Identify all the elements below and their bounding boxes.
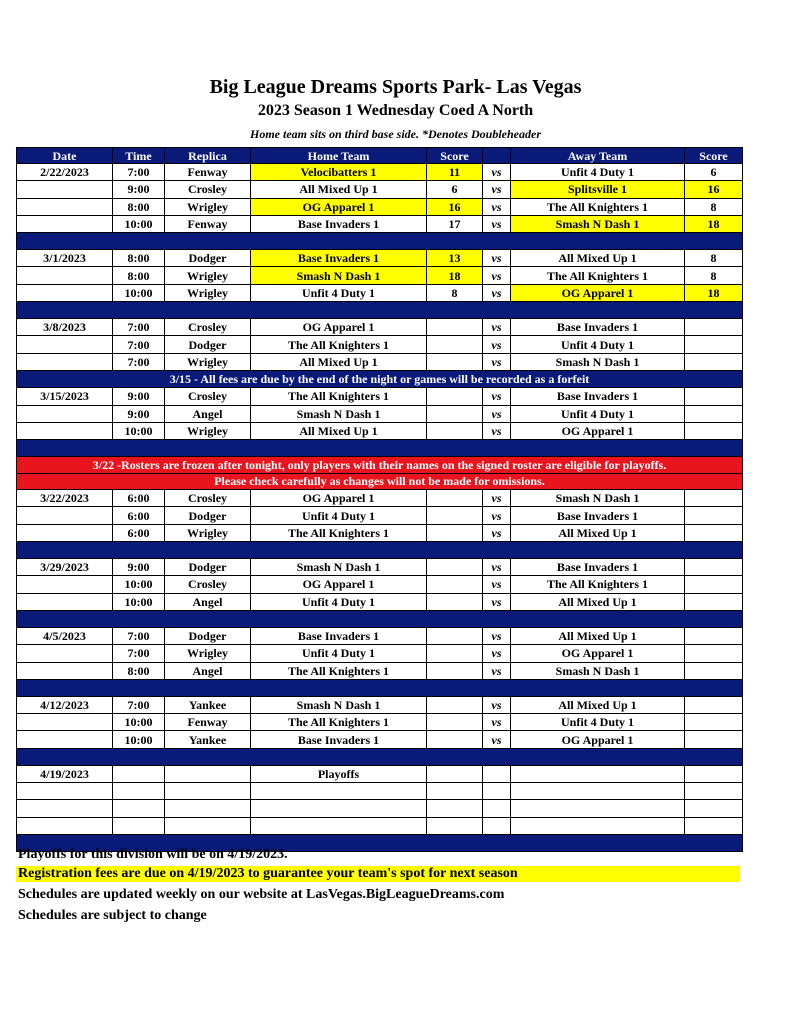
roster-alert-text: Please check carefully as changes will not be made for omissions. [17, 473, 743, 490]
home-score [427, 662, 483, 679]
fees-banner-row [17, 370, 743, 387]
game-field: Dodger [165, 627, 251, 644]
away-team: Unfit 4 Duty 1 [511, 336, 685, 353]
game-date: 4/5/2023 [17, 627, 113, 644]
home-score [427, 507, 483, 524]
game-date [17, 405, 113, 422]
away-team: All Mixed Up 1 [511, 696, 685, 713]
away-score [685, 422, 743, 439]
game-date: 4/12/2023 [17, 696, 113, 713]
game-date [17, 714, 113, 731]
game-row [17, 507, 743, 524]
away-score: 8 [685, 198, 743, 215]
col-away-team: Away Team [511, 148, 685, 164]
schedule-body [17, 164, 743, 852]
game-date: 4/19/2023 [17, 765, 113, 782]
home-team [251, 800, 427, 817]
game-time: 8:00 [113, 662, 165, 679]
away-team: Base Invaders 1 [511, 507, 685, 524]
game-time: 10:00 [113, 422, 165, 439]
game-field: Dodger [165, 336, 251, 353]
game-time: 9:00 [113, 559, 165, 576]
game-row [17, 576, 743, 593]
website-note: Schedules are updated weekly on our website at LasVegas.BigLeagueDreams.com [18, 887, 505, 902]
away-team [511, 765, 685, 782]
home-score: 17 [427, 215, 483, 232]
home-team: OG Apparel 1 [251, 490, 427, 507]
home-score [427, 593, 483, 610]
home-team-note: Home team sits on third base side. *Denotes Doubleheader [250, 127, 541, 141]
game-time: 9:00 [113, 405, 165, 422]
fees-banner-text: 3/15 - All fees are due by the end of the night or games will be recorded as a forfeit [17, 370, 743, 387]
home-score [427, 817, 483, 834]
game-field: Wrigley [165, 284, 251, 301]
separator-cell [17, 440, 743, 457]
game-field: Wrigley [165, 524, 251, 541]
away-score [685, 627, 743, 644]
away-score [685, 593, 743, 610]
away-team: Base Invaders 1 [511, 388, 685, 405]
game-row [17, 164, 743, 181]
game-date [17, 284, 113, 301]
away-team: Base Invaders 1 [511, 559, 685, 576]
vs-label: vs [483, 714, 511, 731]
game-date [17, 593, 113, 610]
col-home-score: Score [427, 148, 483, 164]
vs-label: vs [483, 388, 511, 405]
home-score [427, 731, 483, 748]
col-away-score: Score [685, 148, 743, 164]
game-field: Crosley [165, 319, 251, 336]
week-separator [17, 542, 743, 559]
game-date [17, 662, 113, 679]
vs-label: vs [483, 731, 511, 748]
game-field: Dodger [165, 250, 251, 267]
game-time: 8:00 [113, 250, 165, 267]
game-time: 7:00 [113, 627, 165, 644]
game-row [17, 336, 743, 353]
home-team [251, 783, 427, 800]
game-row [17, 198, 743, 215]
home-score [427, 524, 483, 541]
away-score: 8 [685, 267, 743, 284]
away-score [685, 783, 743, 800]
vs-label: vs [483, 250, 511, 267]
away-score: 18 [685, 215, 743, 232]
roster-alert-row [17, 473, 743, 490]
game-time: 7:00 [113, 164, 165, 181]
home-team: All Mixed Up 1 [251, 422, 427, 439]
away-score [685, 524, 743, 541]
home-score [427, 576, 483, 593]
away-score [685, 490, 743, 507]
game-row [17, 662, 743, 679]
vs-label [483, 783, 511, 800]
away-team: OG Apparel 1 [511, 731, 685, 748]
col-time: Time [113, 148, 165, 164]
home-score [427, 388, 483, 405]
game-date [17, 181, 113, 198]
away-score [685, 507, 743, 524]
col-date: Date [17, 148, 113, 164]
week-separator [17, 302, 743, 319]
game-time: 7:00 [113, 696, 165, 713]
game-date: 3/22/2023 [17, 490, 113, 507]
game-row [17, 250, 743, 267]
away-score [685, 765, 743, 782]
vs-label: vs [483, 593, 511, 610]
away-score [685, 662, 743, 679]
vs-label: vs [483, 215, 511, 232]
registration-note: Registration fees are due on 4/19/2023 to guarantee your team's spot for next season [16, 866, 740, 882]
game-field: Wrigley [165, 422, 251, 439]
home-score: 16 [427, 198, 483, 215]
game-date [17, 353, 113, 370]
game-time [113, 800, 165, 817]
vs-label: vs [483, 507, 511, 524]
away-team [511, 800, 685, 817]
game-field: Angel [165, 405, 251, 422]
game-date [17, 215, 113, 232]
page-subtitle: 2023 Season 1 Wednesday Coed A North [257, 102, 534, 119]
separator-cell [17, 233, 743, 250]
away-score [685, 714, 743, 731]
game-time: 8:00 [113, 267, 165, 284]
game-time: 9:00 [113, 181, 165, 198]
home-score: 18 [427, 267, 483, 284]
game-field: Angel [165, 593, 251, 610]
away-score [685, 559, 743, 576]
away-team: Splitsville 1 [511, 181, 685, 198]
away-score [685, 800, 743, 817]
home-score [427, 645, 483, 662]
game-row [17, 765, 743, 782]
game-field: Angel [165, 662, 251, 679]
game-date: 3/15/2023 [17, 388, 113, 405]
home-score: 8 [427, 284, 483, 301]
away-team: OG Apparel 1 [511, 422, 685, 439]
home-score [427, 405, 483, 422]
away-team: All Mixed Up 1 [511, 593, 685, 610]
home-score [427, 559, 483, 576]
roster-alert-text: 3/22 -Rosters are frozen after tonight, only players with their names on the signed roster are eligible for playoffs. [17, 457, 743, 474]
game-field: Fenway [165, 714, 251, 731]
game-row [17, 817, 743, 834]
page-title: Big League Dreams Sports Park- Las Vegas [209, 76, 582, 98]
game-field: Crosley [165, 490, 251, 507]
away-score [685, 645, 743, 662]
game-date [17, 645, 113, 662]
home-score [427, 696, 483, 713]
game-field: Wrigley [165, 198, 251, 215]
vs-label: vs [483, 198, 511, 215]
vs-label: vs [483, 336, 511, 353]
separator-cell [17, 679, 743, 696]
home-team: All Mixed Up 1 [251, 181, 427, 198]
game-date: 2/22/2023 [17, 164, 113, 181]
game-time: 10:00 [113, 714, 165, 731]
header-row [17, 148, 743, 164]
home-score [427, 765, 483, 782]
home-team: OG Apparel 1 [251, 319, 427, 336]
away-team: Unfit 4 Duty 1 [511, 164, 685, 181]
vs-label: vs [483, 627, 511, 644]
game-date [17, 817, 113, 834]
game-field [165, 817, 251, 834]
away-team: OG Apparel 1 [511, 284, 685, 301]
away-team: Smash N Dash 1 [511, 662, 685, 679]
vs-label: vs [483, 645, 511, 662]
game-field: Wrigley [165, 645, 251, 662]
away-score [685, 388, 743, 405]
vs-label: vs [483, 405, 511, 422]
roster-alert-row [17, 457, 743, 474]
away-score [685, 817, 743, 834]
away-team: Base Invaders 1 [511, 319, 685, 336]
home-team: Unfit 4 Duty 1 [251, 593, 427, 610]
game-field [165, 783, 251, 800]
home-team: The All Knighters 1 [251, 524, 427, 541]
away-team: Smash N Dash 1 [511, 215, 685, 232]
game-time: 10:00 [113, 215, 165, 232]
away-score: 18 [685, 284, 743, 301]
away-team [511, 817, 685, 834]
game-date [17, 731, 113, 748]
week-separator [17, 233, 743, 250]
away-score [685, 405, 743, 422]
game-row [17, 267, 743, 284]
away-score: 8 [685, 250, 743, 267]
vs-label: vs [483, 696, 511, 713]
home-score [427, 627, 483, 644]
away-team: Smash N Dash 1 [511, 353, 685, 370]
home-score [427, 353, 483, 370]
home-team: The All Knighters 1 [251, 336, 427, 353]
home-team: Unfit 4 Duty 1 [251, 645, 427, 662]
vs-label: vs [483, 490, 511, 507]
home-score [427, 714, 483, 731]
vs-label: vs [483, 576, 511, 593]
game-field: Fenway [165, 164, 251, 181]
home-team: Playoffs [251, 765, 427, 782]
game-time: 7:00 [113, 319, 165, 336]
away-team: All Mixed Up 1 [511, 627, 685, 644]
home-score [427, 422, 483, 439]
game-time: 9:00 [113, 388, 165, 405]
vs-label: vs [483, 353, 511, 370]
away-score: 6 [685, 164, 743, 181]
week-separator [17, 679, 743, 696]
schedule-table [16, 147, 743, 852]
game-date [17, 507, 113, 524]
game-row [17, 696, 743, 713]
game-row [17, 627, 743, 644]
away-team: Unfit 4 Duty 1 [511, 405, 685, 422]
vs-label: vs [483, 662, 511, 679]
game-date: 3/29/2023 [17, 559, 113, 576]
away-team: All Mixed Up 1 [511, 524, 685, 541]
game-date [17, 576, 113, 593]
home-team: OG Apparel 1 [251, 198, 427, 215]
game-time: 8:00 [113, 198, 165, 215]
game-date [17, 524, 113, 541]
game-time [113, 817, 165, 834]
game-date [17, 422, 113, 439]
away-team: The All Knighters 1 [511, 267, 685, 284]
game-field [165, 765, 251, 782]
game-row [17, 284, 743, 301]
vs-label: vs [483, 164, 511, 181]
home-team: Smash N Dash 1 [251, 267, 427, 284]
game-time: 6:00 [113, 524, 165, 541]
vs-label: vs [483, 422, 511, 439]
away-team: The All Knighters 1 [511, 576, 685, 593]
away-team: Unfit 4 Duty 1 [511, 714, 685, 731]
game-row [17, 215, 743, 232]
game-date [17, 336, 113, 353]
home-score: 11 [427, 164, 483, 181]
home-score [427, 319, 483, 336]
game-time: 6:00 [113, 507, 165, 524]
week-separator [17, 610, 743, 627]
game-time: 7:00 [113, 336, 165, 353]
game-row [17, 388, 743, 405]
game-time: 6:00 [113, 490, 165, 507]
home-team: Smash N Dash 1 [251, 559, 427, 576]
game-time [113, 765, 165, 782]
col-vs [483, 148, 511, 164]
home-team: Base Invaders 1 [251, 250, 427, 267]
away-score [685, 696, 743, 713]
game-date: 3/8/2023 [17, 319, 113, 336]
game-row [17, 422, 743, 439]
game-field: Dodger [165, 559, 251, 576]
home-team: Unfit 4 Duty 1 [251, 507, 427, 524]
home-team: Base Invaders 1 [251, 731, 427, 748]
game-row [17, 714, 743, 731]
game-row [17, 731, 743, 748]
home-score: 13 [427, 250, 483, 267]
game-row [17, 524, 743, 541]
game-date [17, 267, 113, 284]
game-date [17, 783, 113, 800]
game-field: Dodger [165, 507, 251, 524]
home-team: The All Knighters 1 [251, 388, 427, 405]
game-time: 10:00 [113, 284, 165, 301]
game-field: Fenway [165, 215, 251, 232]
vs-label [483, 817, 511, 834]
away-team [511, 783, 685, 800]
playoffs-note: Playoffs for this division will be on 4/19/2023. [18, 847, 288, 862]
game-row [17, 559, 743, 576]
home-team: Velocibatters 1 [251, 164, 427, 181]
vs-label: vs [483, 559, 511, 576]
game-row [17, 783, 743, 800]
away-team: All Mixed Up 1 [511, 250, 685, 267]
subject-to-change-note: Schedules are subject to change [18, 908, 207, 923]
home-score [427, 800, 483, 817]
week-separator [17, 748, 743, 765]
home-score [427, 336, 483, 353]
home-team: Smash N Dash 1 [251, 405, 427, 422]
away-score [685, 319, 743, 336]
game-field: Wrigley [165, 353, 251, 370]
home-team: Unfit 4 Duty 1 [251, 284, 427, 301]
game-field: Crosley [165, 388, 251, 405]
home-team: Smash N Dash 1 [251, 696, 427, 713]
game-time: 10:00 [113, 576, 165, 593]
game-row [17, 490, 743, 507]
game-row [17, 800, 743, 817]
away-score [685, 353, 743, 370]
away-score: 16 [685, 181, 743, 198]
separator-cell [17, 748, 743, 765]
vs-label [483, 800, 511, 817]
away-score [685, 336, 743, 353]
home-team: The All Knighters 1 [251, 662, 427, 679]
game-date [17, 198, 113, 215]
game-date: 3/1/2023 [17, 250, 113, 267]
game-time: 7:00 [113, 353, 165, 370]
game-time: 10:00 [113, 731, 165, 748]
vs-label: vs [483, 284, 511, 301]
game-field [165, 800, 251, 817]
home-team: The All Knighters 1 [251, 714, 427, 731]
away-team: Smash N Dash 1 [511, 490, 685, 507]
separator-cell [17, 302, 743, 319]
away-team: The All Knighters 1 [511, 198, 685, 215]
game-time: 7:00 [113, 645, 165, 662]
home-score: 6 [427, 181, 483, 198]
vs-label [483, 765, 511, 782]
game-field: Crosley [165, 576, 251, 593]
game-time: 10:00 [113, 593, 165, 610]
home-team [251, 817, 427, 834]
away-score [685, 731, 743, 748]
week-separator [17, 440, 743, 457]
game-date [17, 800, 113, 817]
away-score [685, 576, 743, 593]
game-row [17, 645, 743, 662]
separator-cell [17, 610, 743, 627]
col-replica: Replica [165, 148, 251, 164]
home-score [427, 490, 483, 507]
game-field: Wrigley [165, 267, 251, 284]
away-team: OG Apparel 1 [511, 645, 685, 662]
home-team: Base Invaders 1 [251, 215, 427, 232]
vs-label: vs [483, 267, 511, 284]
home-score [427, 783, 483, 800]
vs-label: vs [483, 319, 511, 336]
vs-label: vs [483, 181, 511, 198]
separator-cell [17, 542, 743, 559]
home-team: OG Apparel 1 [251, 576, 427, 593]
game-row [17, 593, 743, 610]
home-team: Base Invaders 1 [251, 627, 427, 644]
home-team: All Mixed Up 1 [251, 353, 427, 370]
vs-label: vs [483, 524, 511, 541]
game-row [17, 353, 743, 370]
game-row [17, 181, 743, 198]
game-row [17, 319, 743, 336]
game-field: Yankee [165, 731, 251, 748]
game-field: Yankee [165, 696, 251, 713]
col-home-team: Home Team [251, 148, 427, 164]
game-field: Crosley [165, 181, 251, 198]
game-row [17, 405, 743, 422]
game-time [113, 783, 165, 800]
